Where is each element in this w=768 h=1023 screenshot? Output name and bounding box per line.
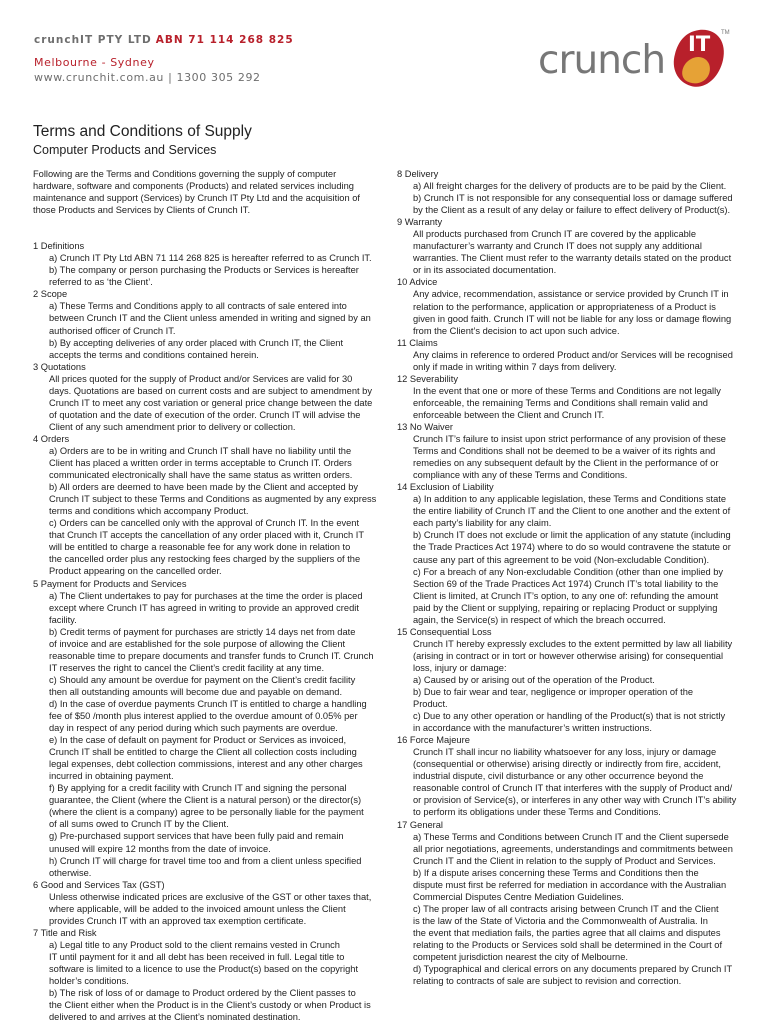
clause-heading: 15 Consequential Loss — [397, 626, 492, 637]
company-abn: ABN 71 114 268 825 — [155, 34, 294, 46]
clause-text: Client is limited, at Crunch IT’s option, to any one of: refunding the amount — [413, 590, 719, 601]
clause-text: Crunch IT subject to these Terms and Conditions as augmented by any express — [49, 494, 377, 505]
clause-text: Crunch IT to meet any cost variation or general price change between the date — [49, 397, 373, 408]
clause-text: given in good faith. Crunch IT will not be liable for any loss or damage flowing — [413, 313, 732, 324]
logo-it: IT — [688, 32, 711, 56]
clause-text: only if made in writing within 7 days from delivery. — [413, 361, 617, 372]
clause-text: b) All orders are deemed to have been made by the Client and accepted by — [49, 482, 359, 493]
clause-text: a) Crunch IT Pty Ltd ABN 71 114 268 825 is hereafter referred to as Crunch IT. — [49, 253, 372, 264]
clause-text: referred to as ‘the Client’. — [49, 277, 153, 288]
clause-text: reasonable time to prepare documents and transfer funds to Crunch IT. Crunch — [49, 650, 374, 661]
clause-heading: those Products and Services by Clients of Crunch IT. — [33, 205, 251, 216]
clause-heading: 6 Good and Services Tax (GST) — [33, 879, 165, 890]
clause-text: unused will expire 12 months from the date of invoice. — [49, 843, 271, 854]
clause-heading: Following are the Terms and Conditions governing the supply of computer — [33, 169, 337, 179]
paragraph-gap — [33, 228, 393, 240]
clause-text: d) Typographical and clerical errors on any documents prepared by Crunch IT — [413, 964, 733, 975]
clause-heading: 16 Force Majeure — [397, 735, 470, 746]
clause-text: b) By accepting deliveries of any order placed with Crunch IT, the Client — [49, 337, 344, 348]
clause-text: All products purchased from Crunch IT are covered by the applicable — [413, 229, 697, 240]
clause-text: Crunch IT and the Client in relation to the supply of Product and Services. — [413, 855, 716, 866]
clause-text: c) Due to any other operation or handling of the Product(s) that is not strictly — [413, 711, 726, 722]
clause-text: b) Crunch IT is not responsible for any consequential loss or damage suffered — [413, 193, 733, 204]
clause-heading: 14 Exclusion of Liability — [397, 482, 494, 493]
clause-text: or in its associated documentation. — [413, 265, 557, 276]
clause-heading: 10 Advice — [397, 277, 438, 288]
clause-text: Client of any such amendment prior to delivery or collection. — [49, 421, 296, 432]
clause-heading: 8 Delivery — [397, 169, 439, 179]
clause-text: a) Caused by or arising out of the operation of the Product. — [413, 674, 655, 685]
clause-text: that Crunch IT accepts the cancellation of any order placed with it, Crunch IT — [49, 530, 365, 541]
clause-text: is the law of the State of Victoria and the Commonwealth of Australia. In — [413, 915, 708, 926]
clause-text: legal expenses, debt collection commissions, interest and any other charges — [49, 759, 363, 770]
clause-text: incurred in obtaining payment. — [49, 771, 174, 782]
clause-text: from the Client’s decision to act upon such advice. — [413, 325, 620, 336]
clause-text: enforceable between the Client and Crunch IT. — [413, 409, 605, 420]
clause-text: IT reserves the right to cancel the Client’s credit facility at any time. — [49, 662, 325, 673]
clause-heading: 1 Definitions — [33, 241, 85, 252]
clause-text: each party’s liability for any claim. — [413, 518, 552, 529]
clause-text: a) The Client undertakes to pay for purchases at the time the order is placed — [49, 590, 363, 601]
clause-text: c) For a breach of any Non-excludable Condition (other than one implied by — [413, 566, 724, 577]
clause-text: b) If a dispute arises concerning these Terms and Conditions then the — [413, 867, 699, 878]
clause-heading: 4 Orders — [33, 433, 70, 444]
clause-text: manufacturer’s warranty and Crunch IT does not supply any additional — [413, 241, 702, 252]
clause-text: or provision of Service(s), or interferes in any other way with Crunch IT’s ability — [413, 795, 737, 806]
clause-text: days. Quotations are based on current costs and are subject to amendment by — [49, 385, 372, 396]
clause-text: provides Crunch IT with an approved tax exemption certificate. — [49, 915, 307, 926]
clause-text: Commercial Disputes Centre Mediation Guidelines. — [413, 891, 624, 902]
clause-text: industrial dispute, civil disturbance or any other occurrence beyond the — [413, 771, 704, 782]
clause-text: Section 69 of the Trade Practices Act 1974) Crunch IT’s total liability to the — [413, 578, 719, 589]
clause-text: authorised officer of Crunch IT. — [49, 325, 176, 336]
clause-text: the Trade Practices Act 1974) where to do so would contravene the statute or — [413, 542, 731, 553]
clause-heading: 2 Scope — [33, 289, 68, 300]
clause-text: day in respect of any period during which such payments are overdue. — [49, 723, 338, 734]
clause-text: facility. — [49, 614, 77, 625]
clause-text: Any claims in reference to ordered Product and/or Services will be recognised — [413, 349, 733, 360]
clause-text: g) Pre-purchased support services that have been fully paid and remain — [49, 831, 344, 842]
logo-trademark: TM — [721, 30, 730, 36]
clause-text: Terms and Conditions shall not be deemed to be a waiver of its rights and — [413, 446, 716, 457]
clause-text: Product. — [413, 699, 448, 710]
clause-text: warranties. The Client must refer to the warranty details stated on the product — [413, 253, 732, 264]
clause-text: terms and conditions which accompany Product. — [49, 506, 249, 517]
clause-text: Crunch IT shall incur no liability whatsoever for any loss, injury or damage — [413, 747, 717, 758]
clause-heading: 17 General — [397, 819, 443, 830]
clause-text: software is limited to a licence to use the Product(s) based on the copyright — [49, 964, 359, 974]
clause-text: (where the client is a company) agree to be personally liable for the payment — [49, 807, 364, 818]
clause-text: cause any part of this agreement to be void (Non-excludable Condition). — [413, 554, 710, 565]
clause-text: remedies on any subsequent default by the Client in the performance of or — [413, 458, 719, 469]
clause-text: except where Crunch IT has agreed in writing to provide an approved credit — [49, 602, 359, 613]
clause-text: relating to contracts of sale are subject to revision and correction. — [413, 976, 682, 987]
clause-text: again, the Service(s) in respect of which the breach occurred. — [413, 614, 666, 625]
terms-left-column — [33, 168, 393, 1023]
clause-text: f) By applying for a credit facility with Crunch IT and signing the personal — [49, 783, 347, 794]
clause-text: then all outstanding amounts will become due and payable on demand. — [49, 686, 343, 697]
clause-heading: hardware, software and components (Products) and related services including — [33, 181, 354, 192]
clause-text: of quotation and the date of execution of the order. Crunch IT will advise the — [49, 409, 361, 420]
clause-text: dispute must first be referred for mediation in accordance with the Australian — [413, 879, 727, 890]
clause-text: Unless otherwise indicated prices are exclusive of the GST or other taxes that, — [49, 891, 372, 902]
clause-text: c) Orders can be cancelled only with the approval of Crunch IT. In the event — [49, 518, 360, 529]
clause-heading: 3 Quotations — [33, 361, 86, 372]
clause-text: a) These Terms and Conditions between Crunch IT and the Client supersede — [413, 831, 729, 842]
clause-text: all prior negotiations, agreements, understandings and commitments between — [413, 843, 733, 854]
clause-text: of invoice and are established for the sole purpose of allowing the Client — [49, 638, 346, 649]
clause-text: e) In the case of default on payment for Product or Services as invoiced, — [49, 735, 347, 746]
clause-text: a) All freight charges for the delivery of products are to be paid by the Client. — [413, 181, 727, 192]
clause-heading: 11 Claims — [397, 337, 438, 348]
clause-text: IT until payment for it and all debt has been received in full. Legal title to — [49, 951, 345, 962]
clause-text: Crunch IT hereby expressly excludes to the extent permitted by law all liability — [413, 638, 733, 649]
clause-text: to perform its obligations under these Terms and Conditions. — [413, 807, 661, 818]
clause-text: b) The company or person purchasing the Products or Services is hereafter — [49, 265, 359, 276]
clause-text: a) In addition to any applicable legislation, these Terms and Conditions state — [413, 494, 727, 505]
clause-text: b) The risk of loss of or damage to Product ordered by the Client passes to — [49, 988, 356, 999]
clause-text: in accordance with the manufacturer’s written instructions. — [413, 723, 652, 734]
clause-text: Client has placed a written order in terms acceptable to Crunch IT. Orders — [49, 458, 352, 469]
company-cities: Melbourne - Sydney — [34, 56, 155, 69]
clause-text: where applicable, will be added to the invoiced amount unless the Client — [49, 903, 346, 914]
clause-heading: 5 Payment for Products and Services — [33, 578, 187, 589]
clause-text: competent jurisdiction nearest the city of Melbourne. — [413, 952, 628, 963]
clause-text: Product appearing on the cancelled order. — [49, 566, 222, 577]
clause-text: Any advice, recommendation, assistance or service provided by Crunch IT in — [413, 289, 729, 300]
clause-text: holder’s conditions. — [49, 976, 129, 987]
clause-text: communicated electronically shall have the same status as written orders. — [49, 470, 353, 481]
clause-text: (arising in contract or in tort or however otherwise arising) for consequential — [413, 650, 724, 661]
clause-text: Crunch IT’s failure to insist upon strict performance of any provision of these — [413, 434, 726, 445]
clause-text: relation to the performance, application or appropriateness of a Product is — [413, 301, 716, 312]
clause-heading: 7 Title and Risk — [33, 927, 97, 938]
clause-text: compliance with any of these Terms and Conditions. — [413, 470, 628, 481]
company-line — [34, 34, 294, 46]
document-title: Terms and Conditions of Supply — [33, 123, 252, 140]
clause-text: otherwise. — [49, 867, 92, 878]
clause-text: c) The proper law of all contracts arising between Crunch IT and the Client — [413, 903, 719, 914]
company-name: crunchIT PTY LTD — [34, 34, 152, 46]
document-subtitle: Computer Products and Services — [33, 143, 217, 157]
clause-text: a) Legal title to any Product sold to the client remains vested in Crunch — [49, 939, 340, 950]
company-contact: www.crunchit.com.au | 1300 305 292 — [34, 71, 261, 84]
clause-heading: 9 Warranty — [397, 217, 443, 228]
clause-text: the event that mediation fails, the parties agree that all claims and disputes — [413, 927, 721, 938]
clause-text: In the event that one or more of these Terms and Conditions are not legally — [413, 385, 721, 396]
clause-text: h) Crunch IT will charge for travel time too and from a client unless specified — [49, 855, 362, 866]
clause-text: the Client either when the Product is in the Client’s custody or when Product is — [49, 1000, 371, 1011]
clause-text: relating to the Products or Services sold shall be determined in the Court of — [413, 940, 723, 950]
clause-text: reasonable control of Crunch IT that interferes with the supply of Product and/ — [413, 783, 733, 794]
clause-text: enforceable, the remaining Terms and Conditions shall remain valid and — [413, 397, 708, 408]
clause-heading: 13 No Waiver — [397, 421, 453, 432]
terms-right-column — [397, 168, 737, 987]
letterhead — [34, 34, 294, 84]
clause-text: c) Should any amount be overdue for payment on the Client’s credit facility — [49, 674, 356, 685]
clause-text: the entire liability of Crunch IT and the Client to one another and the extent of — [413, 506, 731, 517]
clause-text: a) These Terms and Conditions apply to all contracts of sale entered into — [49, 301, 347, 312]
clause-text: will be entitled to charge a reasonable fee for any work done in relation to — [49, 542, 351, 553]
clause-text: loss, injury or damage: — [413, 662, 507, 673]
clause-text: Crunch IT shall be entitled to charge the Client all collection costs including — [49, 747, 357, 758]
clause-text: by the Client as a result of any delay or failure to effect delivery of Product(s). — [413, 205, 731, 216]
clause-text: b) Due to fair wear and tear, negligence or improper operation of the — [413, 687, 694, 698]
clause-text: d) In the case of overdue payments Crunch IT is entitled to charge a handling — [49, 698, 367, 709]
paragraph-gap — [33, 216, 393, 228]
crunchit-logo — [538, 26, 738, 90]
clause-text: paid by the Client or supplying, repairing or replacing Product or supplying — [413, 602, 718, 613]
clause-heading: 12 Severability — [397, 373, 458, 384]
clause-text: delivered to and arrives at the Client’s nominated destination. — [49, 1012, 301, 1023]
logo-wordmark: crunch — [538, 38, 666, 83]
clause-text: a) Orders are to be in writing and Crunch IT shall have no liability until the — [49, 445, 352, 456]
clause-heading: maintenance and support (Services) by Crunch IT Pty Ltd and the acquisition of — [33, 193, 360, 204]
clause-text: fee of $50 /month plus interest applied to the overdue amount of 0.05% per — [49, 711, 358, 722]
clause-text: accepts the terms and conditions contained herein. — [49, 349, 259, 360]
clause-text: between Crunch IT and the Client unless amended in writing and signed by an — [49, 313, 371, 324]
clause-text: All prices quoted for the supply of Product and/or Services are valid for 30 — [49, 373, 353, 384]
clause-text: the cancelled order plus any restocking fees charged by the suppliers of the — [49, 554, 361, 565]
clause-text: guarantee, the Client (where the Client is a natural person) or the director(s) — [49, 795, 362, 806]
clause-text: (consequential or otherwise) arising directly or indirectly from fire, accident, — [413, 759, 721, 770]
clause-text: b) Crunch IT does not exclude or limit the application of any statute (including — [413, 530, 731, 541]
clause-text: of all sums owed to Crunch IT by the Client. — [49, 819, 229, 830]
clause-text: b) Credit terms of payment for purchases are strictly 14 days net from date — [49, 626, 356, 637]
